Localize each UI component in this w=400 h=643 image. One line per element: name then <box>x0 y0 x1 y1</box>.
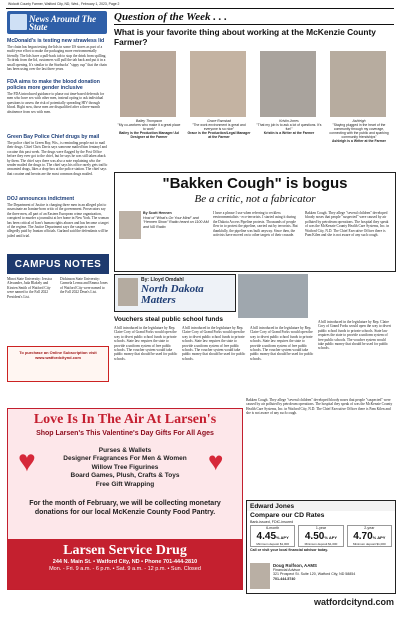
larsen-store: Larsen Service Drug <box>63 543 187 558</box>
photo-kristin <box>260 51 316 117</box>
ej-rates <box>247 524 395 548</box>
larsen-hours: Mon. - Fri. 9 a.m. - 6 p.m. • Sat. 9 a.m. - 12 p.m. • Sun. Closed <box>49 566 201 572</box>
rate-apy <box>299 531 342 543</box>
story-title: FDA aims to make the blood donation policies more gender inclusive <box>7 79 100 91</box>
person-quote: "That my job is to ask a lot of questions. It's fun!" <box>256 123 322 131</box>
advisor-address: 321 Prospect St. Suite 120, Watford City, ND 58854 <box>273 572 356 577</box>
rate-term: 2-year <box>364 526 375 531</box>
person-role: Bailey is the Production Manager/ Ad Designer at the Farmer <box>119 131 179 139</box>
rate-term: 6-month <box>266 526 280 531</box>
campus-right: Dickinson State University: Carmela Lerma and Emma Jones of Watford City were named to the Fall 2022 Dean's List. <box>60 277 108 295</box>
apy-unit: % APY <box>324 534 338 540</box>
story-body: The FDA introduced guidance to phase out time-based deferrals for men who have sex with other men, instead opting to ask individual questions to assess the risk of potentially spreading HIV through blood. Right now, those men are disqualified after a three-month abstinence from sex with men. <box>7 92 105 114</box>
edward-jones-ad <box>246 500 396 594</box>
nd-photo <box>238 274 308 318</box>
advisor-phone: 701-444-5740 <box>273 576 296 581</box>
larsen-item: Designer Fragrances For Men & Women <box>63 455 187 463</box>
ej-cta: Call or visit your local financial advisor today. <box>250 548 329 553</box>
larsen-item: Purses & Wallets <box>98 447 152 454</box>
author-photo <box>119 211 141 239</box>
story-body: The police chief in Green Bay, Wis., is reminding people not to mail their drugs. Chief Chris Davis says someone mailed him fentanyl and cocaine this past week. The drugs were flagged by the Post Office before they ever got to the chief, but he says he was still taken aback by them. The chief says there was also a note explaining who the sender mailed the drugs to. The chief says his office rarely gets traffic unwanted drugs, likes a drop-box at the police station. The chief says that cocaine and heroin are the most common drugs mailed. <box>7 141 108 176</box>
nd-body-2: A bill introduced in the legislature by Rep. Claire Cory of Grand Forks would open the way to divert public school funds to private schools. State law requires the state to provide a uniform system of free public schools. The voucher system would take public money that should be used for public schools. <box>182 326 246 361</box>
rate-min: Minimum deposit $1,000 <box>256 541 289 546</box>
campus-banner <box>7 254 109 274</box>
larsen-item: Board Games, Plush, Crafts & Toys <box>70 472 180 480</box>
photo-bailey <box>120 51 176 117</box>
qotw-title: Question of the Week . . . <box>114 11 227 23</box>
ej-headline: Compare our CD Rates <box>250 512 325 519</box>
nd-masthead <box>114 274 236 312</box>
subscription-ad[interactable] <box>7 346 109 382</box>
larsen-item: Willow Tree Figurines <box>91 463 159 471</box>
advisor-name: Doug Rolfson, AAMS <box>273 563 317 568</box>
rate-apy <box>348 531 391 543</box>
larsen-title: Love Is In The Air At Larsen's <box>33 412 217 427</box>
advisor-photo <box>250 563 270 589</box>
story-title: DOJ announces indictment <box>7 196 75 202</box>
person-quote: "My co-workers who make it a great place to work" <box>117 123 181 131</box>
larsen-note: For the month of February, we will be collecting monetary donations for our local McKenzie County Food Pantry. <box>29 500 221 516</box>
ej-rate-1yr <box>298 525 343 547</box>
nd-byline: By: Lloyd Omdahl <box>141 277 184 283</box>
ej-brand: Edward Jones <box>250 502 295 510</box>
doj-story <box>7 196 109 255</box>
photo-ashleigh <box>330 51 386 117</box>
rate-min: Minimum deposit $1,000 <box>304 541 338 546</box>
qotw-rule <box>114 24 394 25</box>
ej-rate-6mo <box>250 525 295 547</box>
nd-author-photo <box>118 278 138 306</box>
bakken-title: "Bakken Cough" is bogus <box>162 175 348 192</box>
larsen-store-banner <box>8 539 242 589</box>
rate-min: Minimum deposit $1,000 <box>352 541 386 546</box>
apy-value: 4.45 <box>256 530 277 542</box>
larsen-items <box>48 447 202 489</box>
nd-masthead-title: North Dakota Matters <box>141 283 204 306</box>
story-body: The Department of Justice is charging three men in an alleged plot to assassinate an Iranian-born critic of the government. Prosecutors say the three men, all part of an Eastern European crime organization, conspired to murder a journalist at her home in New York. The woman has been critical of Iran's human rights abuses and has become a target of the regime. The Justice Department says the suspects were allegedly paid by Iranian officials. Garland said the defendants will be jailed until trial. <box>7 203 109 238</box>
person-role: Grace is the Production/Legal Manager at the Farmer <box>187 131 251 139</box>
mcdonalds-story <box>7 38 109 76</box>
footer-url[interactable]: watfordcitynd.com <box>313 597 394 607</box>
fda-story <box>7 79 109 132</box>
running-header: Wolcott County Farmer, Walford City, ND, Wed., February 1, 2023, Page 2 <box>8 2 120 6</box>
nd-matters <box>114 274 394 394</box>
qotw-person-2 <box>186 119 252 139</box>
story-title: McDonald's is testing new strawless lid <box>7 38 105 44</box>
campus-notes <box>7 254 109 386</box>
news-around-title: News Around The State <box>29 14 97 32</box>
bakken-continued: Bakken Cough. They allege "several children" developed bloody noses that people "suspected" were caused by air polluted by petroleum operations. The hospital they speak of was the McKenzie County Health Care Systems, Inc. in Watford City, N.D. The Chief Executive Officer there is Pam Kilen and she is not aware of any such cough. <box>246 398 393 416</box>
qotw-person-3 <box>256 119 322 135</box>
apy-value: 4.50 <box>304 530 325 542</box>
bakken-col-2: Bakken Cough. They allege "several children" developed bloody noses that people "suspected" were caused by air polluted by petroleum operations. The hospital they speak of was the McKenzie County Health Care Systems, Inc. in Watford City, N.D. The Chief Executive Officer there is Pam Kilen and she is not aware of any such cough. <box>305 211 390 238</box>
rate-term: 1-year <box>315 526 327 531</box>
story-body: The chain has begun testing the lids in some US stores as part of a multi-year effort to make the packaging more environmentally friendly. The lids have a pull-back tab to stop the drink from spilling. To drink from the lid, customers will pull the tab back and put it in a small opening. It's similar to the Starbucks' "sippy cup" that the chain has been using over the last three years. <box>7 45 107 72</box>
apy-value: 4.70 <box>353 530 373 542</box>
map-icon <box>10 14 27 30</box>
subscription-text: To purchase an Online Subscription visit www.watfordcitynd.com <box>19 350 97 360</box>
qotw-person-1 <box>116 119 182 139</box>
question-of-week <box>114 11 394 169</box>
larsen-address: 244 N. Main St. • Watford City, ND • Phone 701-444-2810 <box>52 559 198 565</box>
advisor-title: Financial Advisor <box>273 568 301 572</box>
person-role: Ashleigh is a Writer at the Farmer <box>331 139 386 143</box>
bakken-article <box>114 172 396 272</box>
ej-header <box>247 501 395 511</box>
bakken-subtitle: Be a critic, not a fabricator <box>194 193 316 205</box>
campus-banner-text: CAMPUS NOTES <box>14 258 102 270</box>
heart-icon: ♥ <box>18 445 36 478</box>
ej-sub: Bank-issued, FDIC-insured <box>250 520 294 524</box>
host-line: Host of "What's On Your Mind" and "Hennen Show" Radio heard on 1100 AM and ND Radio <box>143 216 209 229</box>
campus-left: Minot State University: Jessica Alexander, Jada Blakely and Kirsten Smith of Watford City were named to the Fall 2022 President's List. <box>7 277 52 299</box>
person-name: Kristin Jones <box>279 119 299 123</box>
nd-body-1: A bill introduced in the legislature by Rep. Claire Cory of Grand Forks would open the way to divert public school funds to private schools. State law requires the state to provide a uniform system of free public schools. The voucher system would take public money that should be used for public schools. <box>114 326 178 361</box>
person-quote: "The work environment is great and everyone is so nice" <box>192 123 246 131</box>
nd-body-3: A bill introduced in the legislature by Rep. Claire Cory of Grand Forks would open the way to divert public school funds to private schools. State law requires the state to provide a uniform system of free public schools. The voucher system would take public money that should be used for public schools. <box>250 326 314 361</box>
nd-body-4: A bill introduced in the legislature by Rep. Claire Cory of Grand Forks would open the way to divert public school funds to private schools. State law requires the state to provide a uniform system of free public schools. The voucher system would take public money that should be used for public schools. <box>318 320 391 351</box>
rate-apy <box>251 531 294 543</box>
byline: By Scott Hennen <box>143 211 172 215</box>
news-around-banner <box>7 11 107 34</box>
person-name: Ashleigh <box>352 119 366 123</box>
apy-unit: % APY <box>372 534 386 540</box>
photo-grace <box>190 51 246 117</box>
apy-unit: % APY <box>276 534 289 540</box>
larsen-ad <box>7 408 243 590</box>
person-name: Grace Ramstad <box>207 119 231 123</box>
story-title: Green Bay Police Chief drugs by mail <box>7 134 100 140</box>
nd-headline: Vouchers steal public school funds <box>114 316 223 323</box>
person-role: Kristin is a Writer at the Farmer <box>263 131 315 135</box>
qotw-person-4 <box>326 119 392 143</box>
larsen-subtitle: Shop Larsen's This Valentine's Day Gifts For All Ages <box>36 430 214 437</box>
ej-advisor-block <box>273 563 391 581</box>
green-bay-story <box>7 134 109 193</box>
header-rule <box>6 8 394 9</box>
larsen-item: Free Gift Wrapping <box>95 480 155 488</box>
heart-icon: ♥ <box>208 447 224 476</box>
ej-rate-2yr <box>347 525 392 547</box>
bakken-col-1: I have a phrase I use when referring to reckless environmentalists - eco-terrorists. I started using it during the Dakota Access Pipeline protests. Thousands of people flew in to protest the pipeline, carried out by terrorists. But thankfully, the pipeline was built anyway. Since then, the activists have moved on to other targets of their crusade. <box>213 211 298 238</box>
person-name: Bailey Thompson <box>135 119 163 123</box>
qotw-question: What is your favorite thing about working at the McKenzie County Farmer? <box>114 26 376 47</box>
person-quote: "Staying plugged in the heart of the community through my coverage, connecting with the public and sparking community friendships" <box>329 123 389 139</box>
